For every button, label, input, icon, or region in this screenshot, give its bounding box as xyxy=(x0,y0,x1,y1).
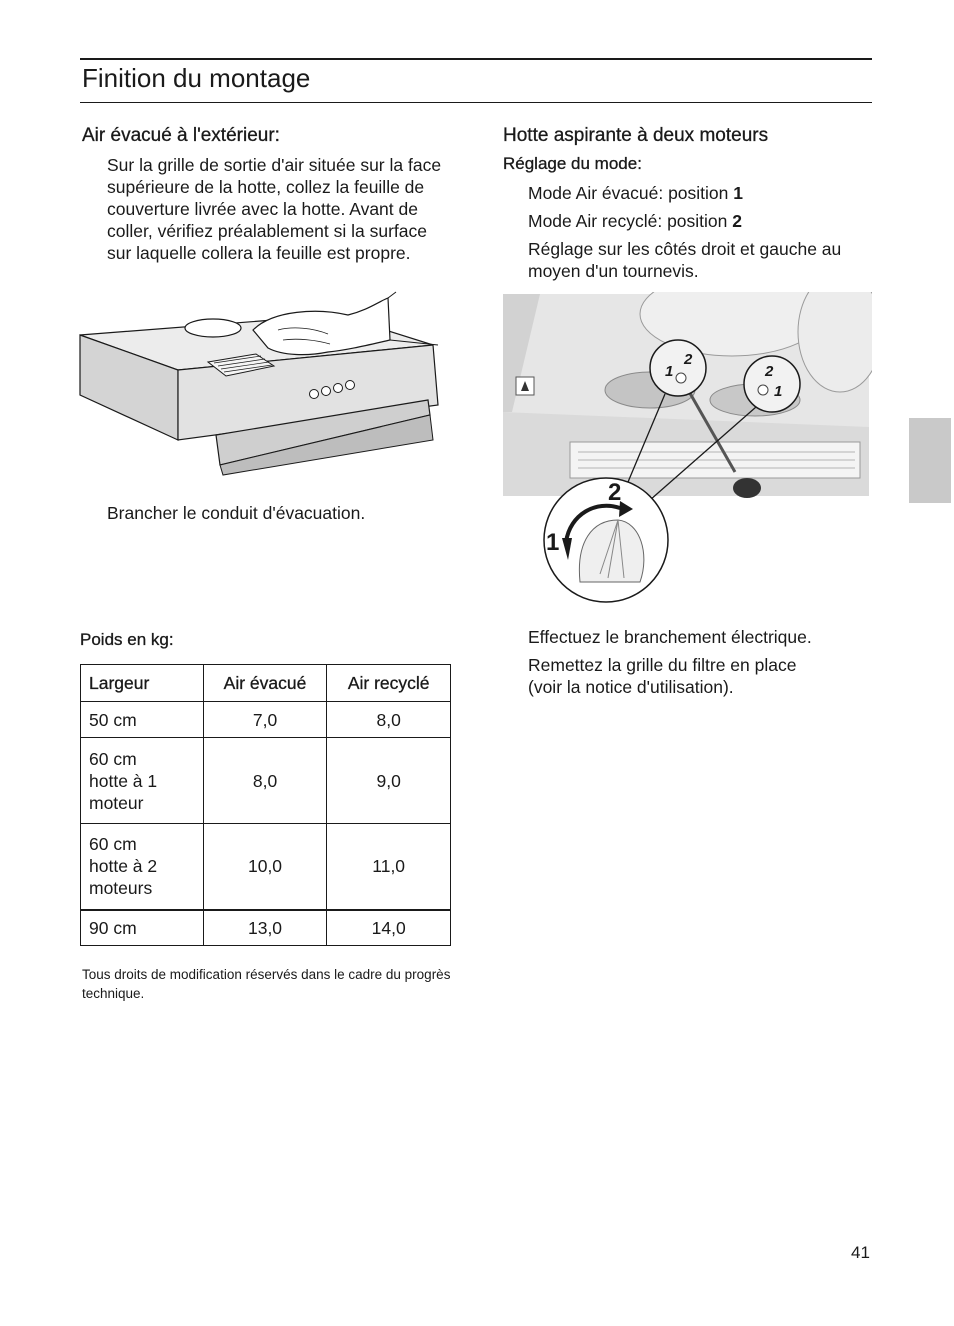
header-top-rule xyxy=(80,58,872,60)
page-number: 41 xyxy=(851,1243,870,1262)
air-evacue-cell: 8,0 xyxy=(203,738,327,824)
mode-air-evacue-label: Mode Air évacué: position xyxy=(528,183,729,203)
width-line: hotte à 2 xyxy=(89,856,158,877)
column-header-air-recycle: Air recyclé xyxy=(327,665,451,702)
column-header-air-evacue: Air évacué xyxy=(203,665,327,702)
dial-label-2: 2 xyxy=(608,479,622,506)
callout-right-label-1: 1 xyxy=(774,383,783,400)
air-recycle-cell: 8,0 xyxy=(327,702,451,738)
mode-air-evacue xyxy=(528,182,743,204)
hood-cover-sheet-illustration xyxy=(78,290,456,480)
width-cell xyxy=(81,910,204,946)
dial-label-1: 1 xyxy=(546,529,560,556)
section-heading-two-motors: Hotte aspirante à deux moteurs xyxy=(503,125,769,146)
width-cell xyxy=(81,738,204,824)
adjust-instructions: Réglage sur les côtés droit et gauche au moyen d'un tournevis. xyxy=(528,239,842,281)
width-line: moteurs xyxy=(89,878,153,899)
width-line: 60 cm xyxy=(89,748,137,769)
air-outlet xyxy=(185,319,241,337)
step-connect-duct: Brancher le conduit d'évacuation. xyxy=(107,503,366,523)
air-evacue-cell: 13,0 xyxy=(203,910,327,946)
mode-dial xyxy=(544,478,668,602)
step-electrical: Effectuez le branchement électrique. xyxy=(528,627,812,647)
callout-right-label-2: 2 xyxy=(765,363,774,380)
width-cell xyxy=(81,702,204,738)
weights-heading: Poids en kg: xyxy=(80,630,174,649)
switch-callout-left xyxy=(650,340,706,396)
table-header-row xyxy=(81,665,451,702)
footnote: Tous droits de modification réservés dans le cadre du progrès technique. xyxy=(82,967,451,1001)
air-evacue-cell: 10,0 xyxy=(203,824,327,910)
callout-left-label-1: 1 xyxy=(665,363,674,380)
header-bottom-rule xyxy=(80,102,872,103)
page-title: Finition du montage xyxy=(82,63,311,93)
table-row xyxy=(81,702,451,738)
section-heading-air-evacue: Air évacué à l'extérieur: xyxy=(82,125,280,146)
switch-callout-right xyxy=(744,356,800,412)
weights-table xyxy=(80,664,451,946)
air-recycle-cell: 14,0 xyxy=(327,910,451,946)
table-row xyxy=(81,910,451,946)
width-cell xyxy=(81,824,204,910)
mode-air-recycle xyxy=(528,210,742,232)
width-line: moteur xyxy=(89,792,144,813)
mode-air-evacue-value: 1 xyxy=(733,183,744,203)
width-line: 90 cm xyxy=(89,917,137,938)
width-line: hotte à 1 xyxy=(89,770,158,791)
width-line: 60 cm xyxy=(89,834,137,855)
table-row xyxy=(81,824,451,910)
air-recycle-cell: 9,0 xyxy=(327,738,451,824)
instruction-paragraph: Sur la grille de sortie d'air située sur la face supérieure de la hotte, collez la feuille de couverture livrée avec la hotte. Avant de coller, vérifiez préalablement si la surface sur laquelle collera la feuille est propre. xyxy=(107,155,442,263)
mode-setting-subheading: Réglage du mode: xyxy=(503,154,642,173)
mode-air-recycle-label: Mode Air recyclé: position xyxy=(528,211,728,231)
width-line: 50 cm xyxy=(89,709,137,730)
step-filter: Remettez la grille du filtre en place (voir la notice d'utilisation). xyxy=(528,655,797,697)
callout-left-label-2: 2 xyxy=(684,351,693,368)
chapter-tab-marker xyxy=(909,418,951,503)
mode-air-recycle-value: 2 xyxy=(732,211,743,231)
table-row xyxy=(81,738,451,824)
air-evacue-cell: 7,0 xyxy=(203,702,327,738)
mode-switch-illustration xyxy=(500,292,872,604)
column-header-largeur: Largeur xyxy=(81,665,204,702)
air-recycle-cell: 11,0 xyxy=(327,824,451,910)
